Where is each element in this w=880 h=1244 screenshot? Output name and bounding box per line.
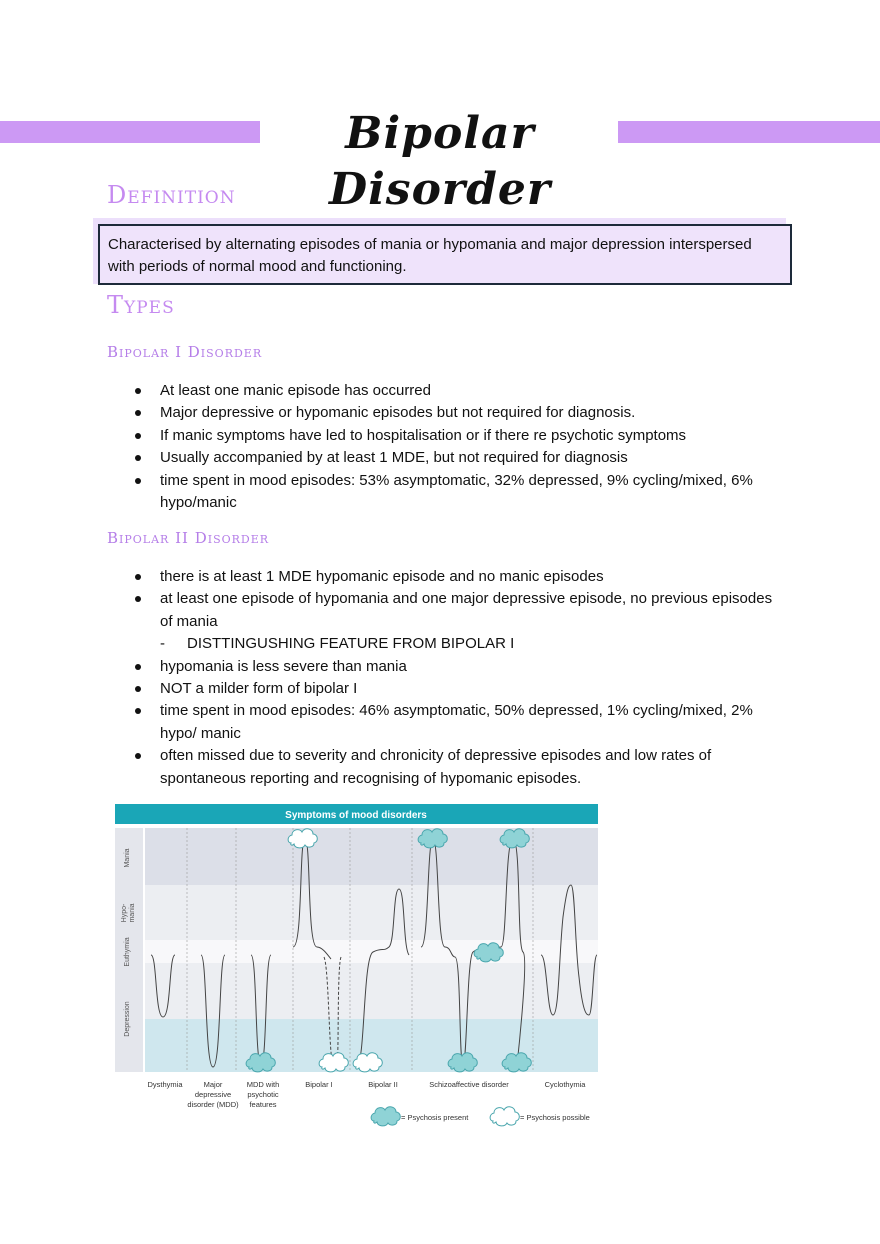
x-label-bipolar2: Bipolar II (368, 1080, 398, 1089)
figure-legend (371, 1107, 590, 1126)
y-label-mania: Mania (124, 848, 131, 868)
legend-present-label: = Psychosis present (401, 1113, 469, 1122)
definition-heading: Definition (107, 181, 236, 209)
x-label-mdd-1: Major (203, 1080, 223, 1089)
sub-note: - DISTTINGUSHING FEATURE FROM BIPOLAR I (160, 633, 780, 655)
definition-box: Characterised by alternating episodes of mania or hypomania and major depression interspersed with periods of normal mood and functioning. (98, 224, 792, 285)
types-heading: Types (107, 291, 175, 319)
x-label-dysthymia: Dysthymia (147, 1080, 183, 1089)
list-item: At least one manic episode has occurred (160, 380, 780, 402)
mood-disorders-figure (103, 797, 603, 1137)
list-item: time spent in mood episodes: 46% asymptomatic, 50% depressed, 1% cycling/mixed, 2% hypo/ manic (160, 700, 780, 745)
list-item: time spent in mood episodes: 53% asymptomatic, 32% depressed, 9% cycling/mixed, 6% hypo/manic (160, 470, 780, 515)
cloud-schizo-depression-2 (502, 1053, 531, 1072)
page-title: Bipolar Disorder (328, 108, 552, 215)
x-label-mdd-3: disorder (MDD) (187, 1100, 239, 1109)
legend-possible-icon (490, 1107, 519, 1126)
bipolar2-list (160, 566, 780, 790)
cloud-schizo-depression-1 (448, 1053, 477, 1072)
list-item: hypomania is less severe than mania (160, 656, 780, 678)
list-item: NOT a milder form of bipolar I (160, 678, 780, 700)
x-label-schizoaffective: Schizoaffective disorder (429, 1080, 509, 1089)
list-item: If manic symptoms have led to hospitalisation or if there re psychotic symptoms (160, 425, 780, 447)
band-mania (145, 828, 598, 885)
bipolar1-heading: Bipolar I Disorder (107, 343, 263, 361)
band-hypomania (145, 885, 598, 940)
cloud-bipolar1-depression (319, 1053, 348, 1072)
title-band-left (0, 121, 260, 143)
list-item (160, 588, 780, 655)
y-label-hypomania-1: Hypo- (121, 903, 128, 923)
bipolar2-heading: Bipolar II Disorder (107, 529, 270, 547)
list-item: there is at least 1 MDE hypomanic episode and no manic episodes (160, 566, 780, 588)
list-item: Usually accompanied by at least 1 MDE, but not required for diagnosis (160, 447, 780, 469)
figure-title: Symptoms of mood disorders (285, 810, 427, 821)
y-label-hypomania-2: mania (129, 903, 136, 923)
legend-possible-label: = Psychosis possible (520, 1113, 590, 1122)
title-band-right (618, 121, 880, 143)
x-label-mdd-psychotic-2: psychotic (247, 1090, 279, 1099)
x-label-cyclothymia: Cyclothymia (544, 1080, 586, 1089)
cloud-bipolar2-depression (353, 1053, 382, 1072)
legend-present-icon (371, 1107, 400, 1126)
cloud-mdd-psychotic (246, 1053, 275, 1072)
list-item-text: at least one episode of hypomania and one major depressive episode, no previous episodes of mania (160, 590, 773, 630)
band-depression-upper (145, 963, 598, 1019)
bipolar1-list (160, 380, 780, 514)
x-label-bipolar1: Bipolar I (305, 1080, 333, 1089)
mood-disorders-diagram (103, 797, 603, 1137)
x-label-mdd-psychotic-3: features (249, 1100, 277, 1109)
x-label-mdd-psychotic-1: MDD with (246, 1080, 280, 1089)
list-item: Major depressive or hypomanic episodes but not required for diagnosis. (160, 402, 780, 424)
y-label-euthymia: Euthymia (124, 937, 131, 967)
x-label-mdd-2: depressive (194, 1090, 232, 1099)
cloud-bipolar1-mania (288, 829, 317, 848)
y-label-depression: Depression (124, 1001, 131, 1037)
band-euthymia (145, 940, 598, 963)
cloud-schizo-mania-2 (500, 829, 529, 848)
cloud-schizo-mania-1 (418, 829, 447, 848)
list-item: often missed due to severity and chronicity of depressive episodes and low rates of spontaneous reporting and recognising of hypomanic episodes. (160, 745, 780, 790)
cloud-schizo-euthymia (474, 943, 503, 962)
